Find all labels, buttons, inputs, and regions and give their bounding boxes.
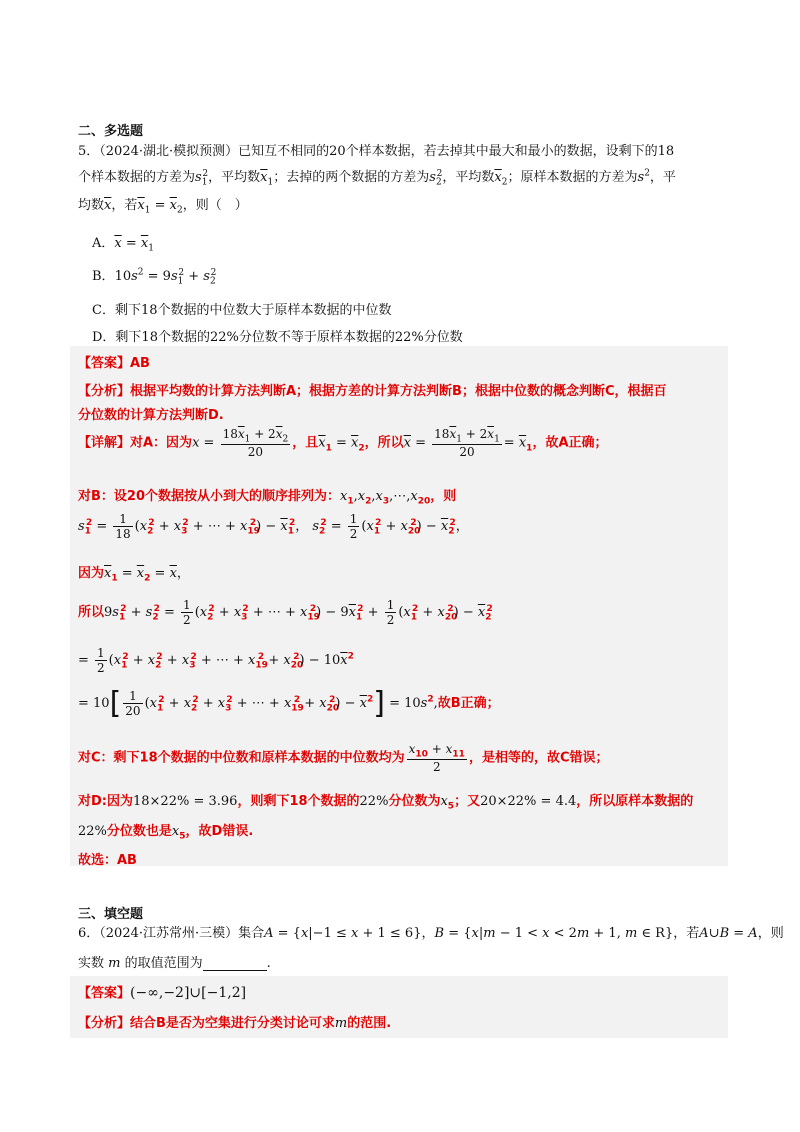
q5-option-c: C．剩下18个数据的中位数大于原样本数据的中位数 <box>92 303 392 318</box>
q5-detail-b-step2: = $\frac{1}{2}$ ($x_1^2 + x_2^2 + x_3^2$ + ⋯ + $x_{19}^2 + x_{20}^2) - 10\overline{x}^2$ <box>78 646 354 675</box>
q5-detail-a: 【详解】对A：因为x = $\frac{18\overline{x}_1 + 2\overline{x}_2}{20}$ ，且$\overline{x}_1 = \overline{x}_2$，所以$\overline{x}$ = $\frac{18\overline{x}_1 + 2\overline{x}_1}{20}$ = $\overline{x}_1$，故A正确； <box>78 427 608 460</box>
q5-detail-c: 对C：剩下18个数据的中位数和原样本数据的中位数均为 $\frac{x_{10} + x_{11}}{2}$ ，是相等的，故C错误； <box>78 742 609 775</box>
q5-detail-d-2: 22%分位数也是$x_5$，故D错误. <box>78 824 254 842</box>
q5-option-b: B．$10s^2 = 9s_1^2 + s_2^2$ <box>92 267 217 287</box>
q5-line-1: 5．（2024·湖北·模拟预测）已知互不相同的20个样本数据，若去掉其中最大和最小的数据，设剩下的18 <box>78 144 675 159</box>
answer-blank <box>203 958 267 971</box>
q5-choose: 故选：AB <box>78 853 137 868</box>
q5-detail-b-step3: = 10[ $\frac{1}{20}$ ($x_1^2 + x_2^2 + x_3^2$ + ⋯ + $x_{19}^2 + x_{20}^2) - \overline{x}^2] = 10s^2$,故B正确； <box>78 686 500 721</box>
q5-detail-b-so: 所以$9s_1^2 + s_2^2$ = $\frac{1}{2}$ ($x_2^2 + x_3^2$ + ⋯ + $x_{19}^2) - 9\overline{x}_1^2$ + $\frac{1}{2}$ $(x_1^2 + x_{20}^2) - \overline{x}_2^2$ <box>78 598 493 627</box>
q5-line-2: 个样本数据的方差为$s_1^2$，平均数$\overline{x}_1$；去掉的两个数据的方差为$s_2^2$，平均数$\overline{x}_2$；原样本数据的方差为$s^2$，平 <box>78 168 676 188</box>
q6-line-2: 实数 m 的取值范围为 . <box>78 956 271 971</box>
q5-analysis-line-2: 分位数的计算方法判断D. <box>78 408 224 423</box>
section-heading-multiple-choice: 二、多选题 <box>78 124 144 139</box>
q6-line-1: 6．（2024·江苏常州·三模）集合A = {x|−1 ≤ x + 1 ≤ 6}，B = {x|m − 1 < x < 2m + 1, m ∈ R}，若A∪B = A，则 <box>78 926 784 941</box>
q6-answer: 【答案】(−∞,−2]∪[−1,2] <box>78 985 247 1001</box>
q5-detail-b-intro: 对B：设20个数据按从小到大的顺序排列为：$x_1,x_2,x_3,\cdots,x_{20}$，则 <box>78 489 457 507</box>
q5-line-3: 均数$\overline{x}$，若$\overline{x}_1 = \overline{x}_2$，则（ ） <box>78 198 248 216</box>
section-heading-fill-in: 三、填空题 <box>78 907 144 922</box>
q5-detail-d-1: 对D:因为18×22% = 3.96，则剩下18个数据的22%分位数为$x_5$；又20×22% = 4.4，所以原样本数据的 <box>78 794 694 812</box>
q5-detail-b-variance: $s_1^2$ = $\frac{1}{18}$ ($x_2^2 + x_3^2$ + ⋯ + $x_{19}^2) - \overline{x}_1^2$， $s_2^2$ = $\frac{1}{2}$ $(x_1^2 + x_{20}^2) - \overline{x}_2^2$， <box>78 512 469 541</box>
q6-analysis: 【分析】结合B是否为空集进行分类讨论可求m的范围. <box>78 1016 392 1031</box>
q5-detail-b-because: 因为$\overline{x}_1 = \overline{x}_2 = \overline{x}$， <box>78 566 190 584</box>
q5-answer-label: 【答案】AB <box>78 356 150 371</box>
q5-option-a: A．$\overline{x} = \overline{x}_1$ <box>92 236 154 254</box>
q5-option-d: D．剩下18个数据的22%分位数不等于原样本数据的22%分位数 <box>92 330 463 345</box>
q5-analysis-line-1: 【分析】根据平均数的计算方法判断A；根据方差的计算方法判断B；根据中位数的概念判断C，根据百 <box>78 384 667 399</box>
